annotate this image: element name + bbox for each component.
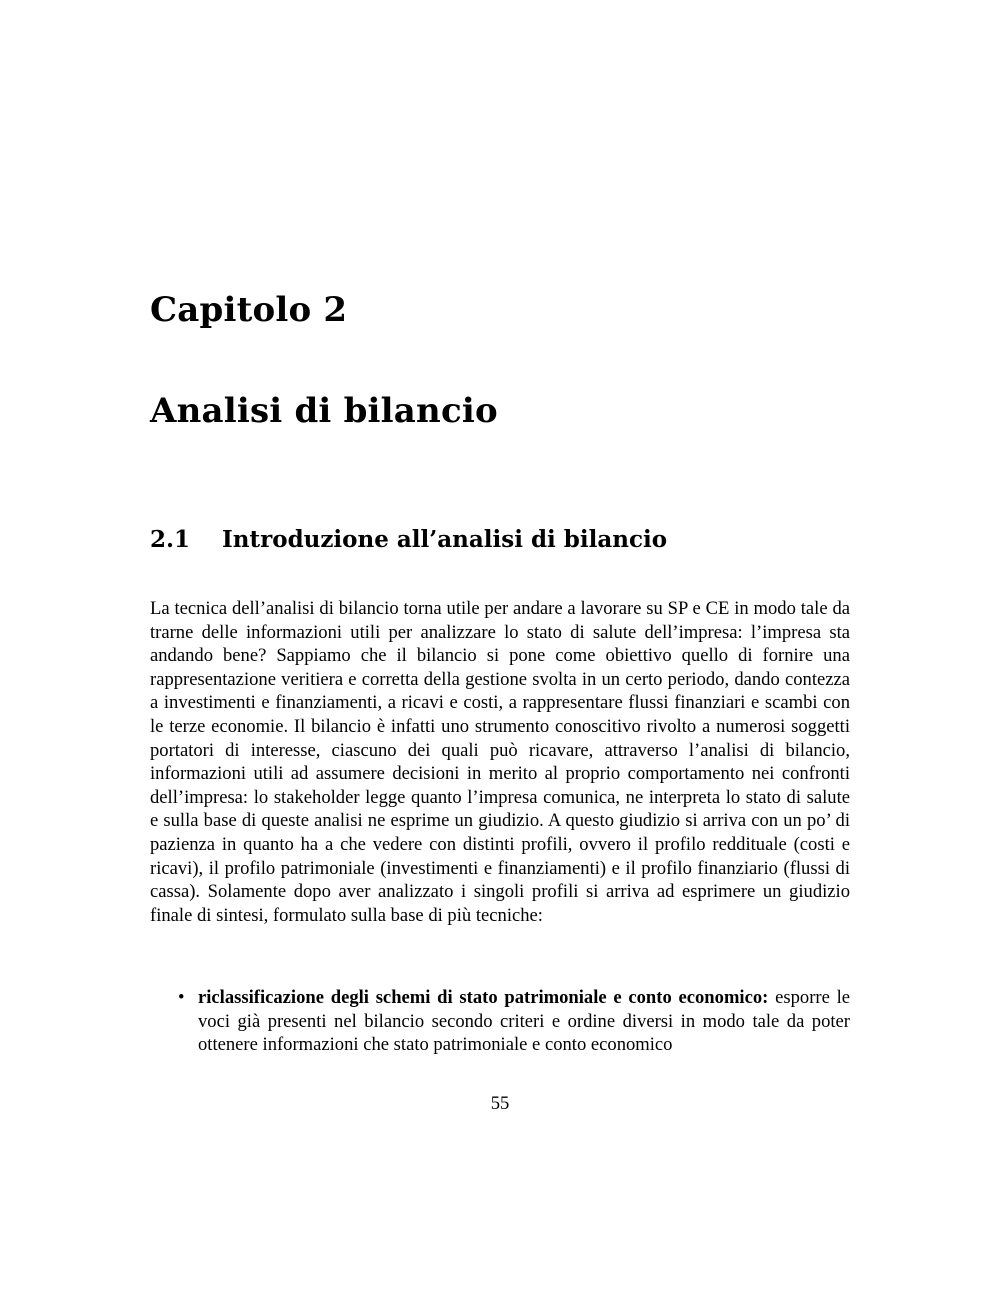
section-heading [150,524,667,556]
chapter-title: Analisi di bilancio [150,391,498,431]
page-number: 55 [490,1093,510,1114]
bullet-list [150,986,850,1057]
list-item [150,986,850,1057]
section-number: 2.1 [150,526,191,553]
section-title: Introduzione all’analisi di bilancio [222,526,668,553]
intro-paragraph: La tecnica dell’analisi di bilancio torna utile per andare a lavorare su SP e CE in modo tale da trarne delle informazioni utili per analizzare lo stato di salute dell’impresa: l’impresa sta andando bene? Sappiamo che il bilancio si pone come obiettivo quello di fornire una rappresentazione veritiera e corretta della gestione svolta in un certo periodo, dando contezza a investimenti e finanziamenti, a ricavi e costi, a rappresentare flussi finanziari e scambi con le terze economie. Il bilancio è infatti uno strumento conoscitivo rivolto a numerosi soggetti portatori di interesse, ciascuno dei quali può ricavare, attraverso l’analisi di bilancio, informazioni utili ad assumere decisioni in merito al proprio comportamento nei confronti dell’impresa: lo stakeholder legge quanto l’impresa comunica, ne interpreta lo stato di salute e sulla base di queste analisi ne esprime un giudizio. A questo giudizio si arriva con un po’ di pazienza in quanto ha a che vedere con distinti profili, ovvero il profilo reddituale (costi e ricavi), il profilo patrimoniale (investimenti e finanziamenti) e il profilo finanziario (flussi di cassa). Solamente dopo aver analizzato i singoli profili si arriva ad esprimere un giudizio finale di sintesi, formulato sulla base di più tecniche: [150,598,850,926]
bullet-term: riclassificazione degli schemi di stato patrimoniale e conto economico: [198,987,769,1008]
bullet-icon: • [178,987,185,1008]
chapter-label: Capitolo 2 [150,290,348,330]
bullet-text: esporre le voci già presenti nel bilancio secondo criteri e ordine diversi in modo tale da poter ottenere informazioni che stato patrimoniale e conto economico [198,987,850,1056]
